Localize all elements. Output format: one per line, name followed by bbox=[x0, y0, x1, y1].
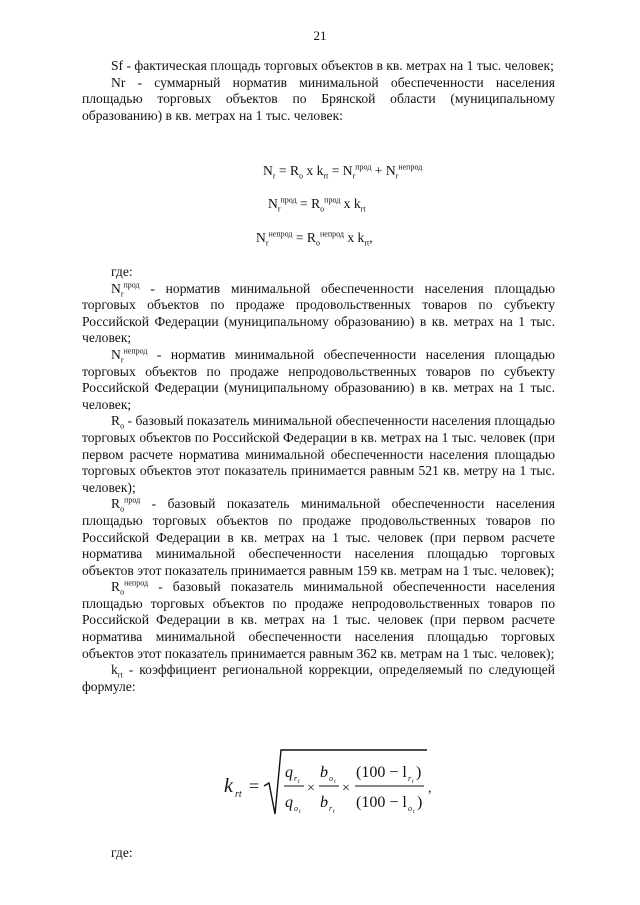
svg-text:): ) bbox=[417, 794, 423, 811]
def5-text: - базовый показатель минимальной обеспеченности населения площадью торговых объектов по продаже непродовольственных товаров по Российской Федерации в кв. метрах на 1 тыс. человек (при первом расчете норматива минимальной обеспеченности населения площадью торговых объектов этот показатель принимается равным 362 кв. метрам на 1 тыс. человек); bbox=[82, 579, 555, 661]
svg-text:): ) bbox=[416, 764, 422, 781]
svg-text:k: k bbox=[224, 775, 233, 797]
formula-nr-total: $N_r = R_o$ x $k_{rt} = N_r^{прод} + N_r^{непрод}$ bbox=[263, 162, 423, 181]
def1-sup: прод bbox=[123, 280, 140, 290]
svg-text:t: t bbox=[298, 779, 300, 785]
definition-nr-prod: $N_r^{прод}$ - норматив минимальной обеспеченности населения площадью торговых объектов по продаже продовольственных товаров по субъекту Российской Федерации (муниципальному образованию) в кв. метрах на 1 тыс. человек; bbox=[82, 280, 555, 346]
svg-text:rt: rt bbox=[235, 789, 242, 800]
definition-nr-neprod: $N_r^{непрод}$ - норматив минимальной обеспеченности населения площадью торговых объектов по продаже непродовольственных товаров по субъекту Российской Федерации (муниципальному образованию) в кв. метрах на 1 тыс. человек; bbox=[82, 346, 555, 412]
svg-text:×: × bbox=[342, 781, 350, 796]
formula2-sup-ro: прод bbox=[324, 195, 341, 205]
svg-text:t: t bbox=[413, 809, 415, 815]
def4-sup: прод bbox=[124, 495, 141, 505]
svg-text:t: t bbox=[299, 809, 301, 815]
svg-text:b: b bbox=[320, 764, 328, 781]
page-number: 21 bbox=[313, 28, 327, 43]
definitions-block bbox=[82, 264, 555, 695]
definition-krt: $k_{rt}$ - коэффициент региональной коррекции, определяемый по следующей формуле: bbox=[82, 662, 555, 694]
svg-text:t: t bbox=[412, 779, 414, 785]
where-label-2: где: bbox=[111, 845, 133, 860]
formula-nr-neprod: $N_r^{непрод} = R_o^{непрод}$ x $k_{rt}$, bbox=[256, 229, 373, 248]
svg-text:b: b bbox=[320, 794, 328, 811]
svg-text:t: t bbox=[334, 779, 336, 785]
def5-sup: непрод bbox=[124, 578, 149, 588]
krt-numerator: (100 − l bbox=[356, 764, 407, 781]
definition-ro-prod: $R_o^{прод}$ - базовый показатель минимальной обеспеченности населения площадью торговых объектов по продаже продовольственных товаров по Российской Федерации в кв. метрах на 1 тыс. человек (при первом расчете норматива минимальной обеспеченности населения площадью торговых объектов этот показатель принимается равным 159 кв. метрам на 1 тыс. человек); bbox=[82, 495, 555, 578]
krt-denominator: (100 − l bbox=[356, 794, 407, 811]
def1-text: - норматив минимальной обеспеченности населения площадью торговых объектов по продаже продовольственных товаров по субъекту Российской Федерации (муниципальному образованию) в кв. метрах на 1 тыс. человек; bbox=[82, 280, 555, 346]
def2-sup: непрод bbox=[123, 346, 148, 356]
def3-text: - базовый показатель минимальной обеспеченности населения площадью торговых объектов по Российской Федерации в кв. метрах на 1 тыс. человек (при первом расчете норматива минимальной обеспеченности населения площадью торговых объектов этот показатель принимается равным 521 кв. метру на 1 тыс. человек); bbox=[82, 413, 555, 495]
svg-text:q: q bbox=[285, 764, 293, 781]
formula1-sup-prod: прод bbox=[355, 162, 372, 172]
svg-text:o: o bbox=[329, 774, 333, 783]
paragraph-sf: Sf - фактическая площадь торговых объектов в кв. метрах на 1 тыс. человек; bbox=[111, 58, 554, 73]
formula3-sup-ro: непрод bbox=[319, 229, 344, 239]
svg-text:r: r bbox=[294, 774, 298, 783]
svg-text:r: r bbox=[329, 804, 333, 813]
svg-text:r: r bbox=[408, 774, 412, 783]
formula-krt bbox=[222, 742, 432, 832]
svg-text:q: q bbox=[285, 794, 293, 811]
svg-text:,: , bbox=[428, 781, 432, 796]
closing-block bbox=[82, 845, 555, 862]
definition-ro-neprod: $R_o^{непрод}$ - базовый показатель минимальной обеспеченности населения площадью торговых объектов по продаже непродовольственных товаров по Российской Федерации в кв. метрах на 1 тыс. человек (при первом расчете норматива минимальной обеспеченности населения площадью торговых объектов этот показатель принимается равным 362 кв. метрам на 1 тыс. человек); bbox=[82, 578, 555, 661]
formula2-sup: прод bbox=[280, 195, 297, 205]
paragraph-nr: Nr - суммарный норматив минимальной обеспеченности населения площадью торговых объектов по Брянской области (муниципальному образованию) в кв. метрах на 1 тыс. человек: bbox=[82, 74, 555, 123]
formula-nr-prod: $N_r^{прод} = R_o^{прод}$ x $k_{rt}$ bbox=[268, 195, 366, 214]
svg-text:o: o bbox=[294, 804, 298, 813]
intro-block bbox=[82, 58, 555, 124]
definition-ro: $R_o$ - базовый показатель минимальной обеспеченности населения площадью торговых объектов по Российской Федерации в кв. метрах на 1 тыс. человек (при первом расчете норматива минимальной обеспеченности населения площадью торговых объектов этот показатель принимается равным 521 кв. метру на 1 тыс. человек); bbox=[82, 413, 555, 495]
svg-text:=: = bbox=[249, 776, 260, 796]
def4-text: - базовый показатель минимальной обеспеченности населения площадью торговых объектов по продаже продовольственных товаров по Российской Федерации в кв. метрах на 1 тыс. человек (при первом расчете норматива минимальной обеспеченности населения площадью торговых объектов этот показатель принимается равным 159 кв. метрам на 1 тыс. человек); bbox=[82, 496, 555, 578]
def6-text: - коэффициент региональной коррекции, определяемый по следующей формуле: bbox=[82, 662, 555, 694]
svg-text:t: t bbox=[333, 809, 335, 815]
formula3-sup: непрод bbox=[268, 229, 293, 239]
formula1-sup-neprod: непрод bbox=[398, 162, 423, 172]
def2-text: - норматив минимальной обеспеченности населения площадью торговых объектов по продаже непродовольственных товаров по субъекту Российской Федерации (муниципальному образованию) в кв. метрах на 1 тыс. человек; bbox=[82, 346, 555, 412]
svg-text:×: × bbox=[307, 781, 315, 796]
where-label-1: где: bbox=[111, 264, 133, 279]
svg-text:o: o bbox=[408, 804, 412, 813]
